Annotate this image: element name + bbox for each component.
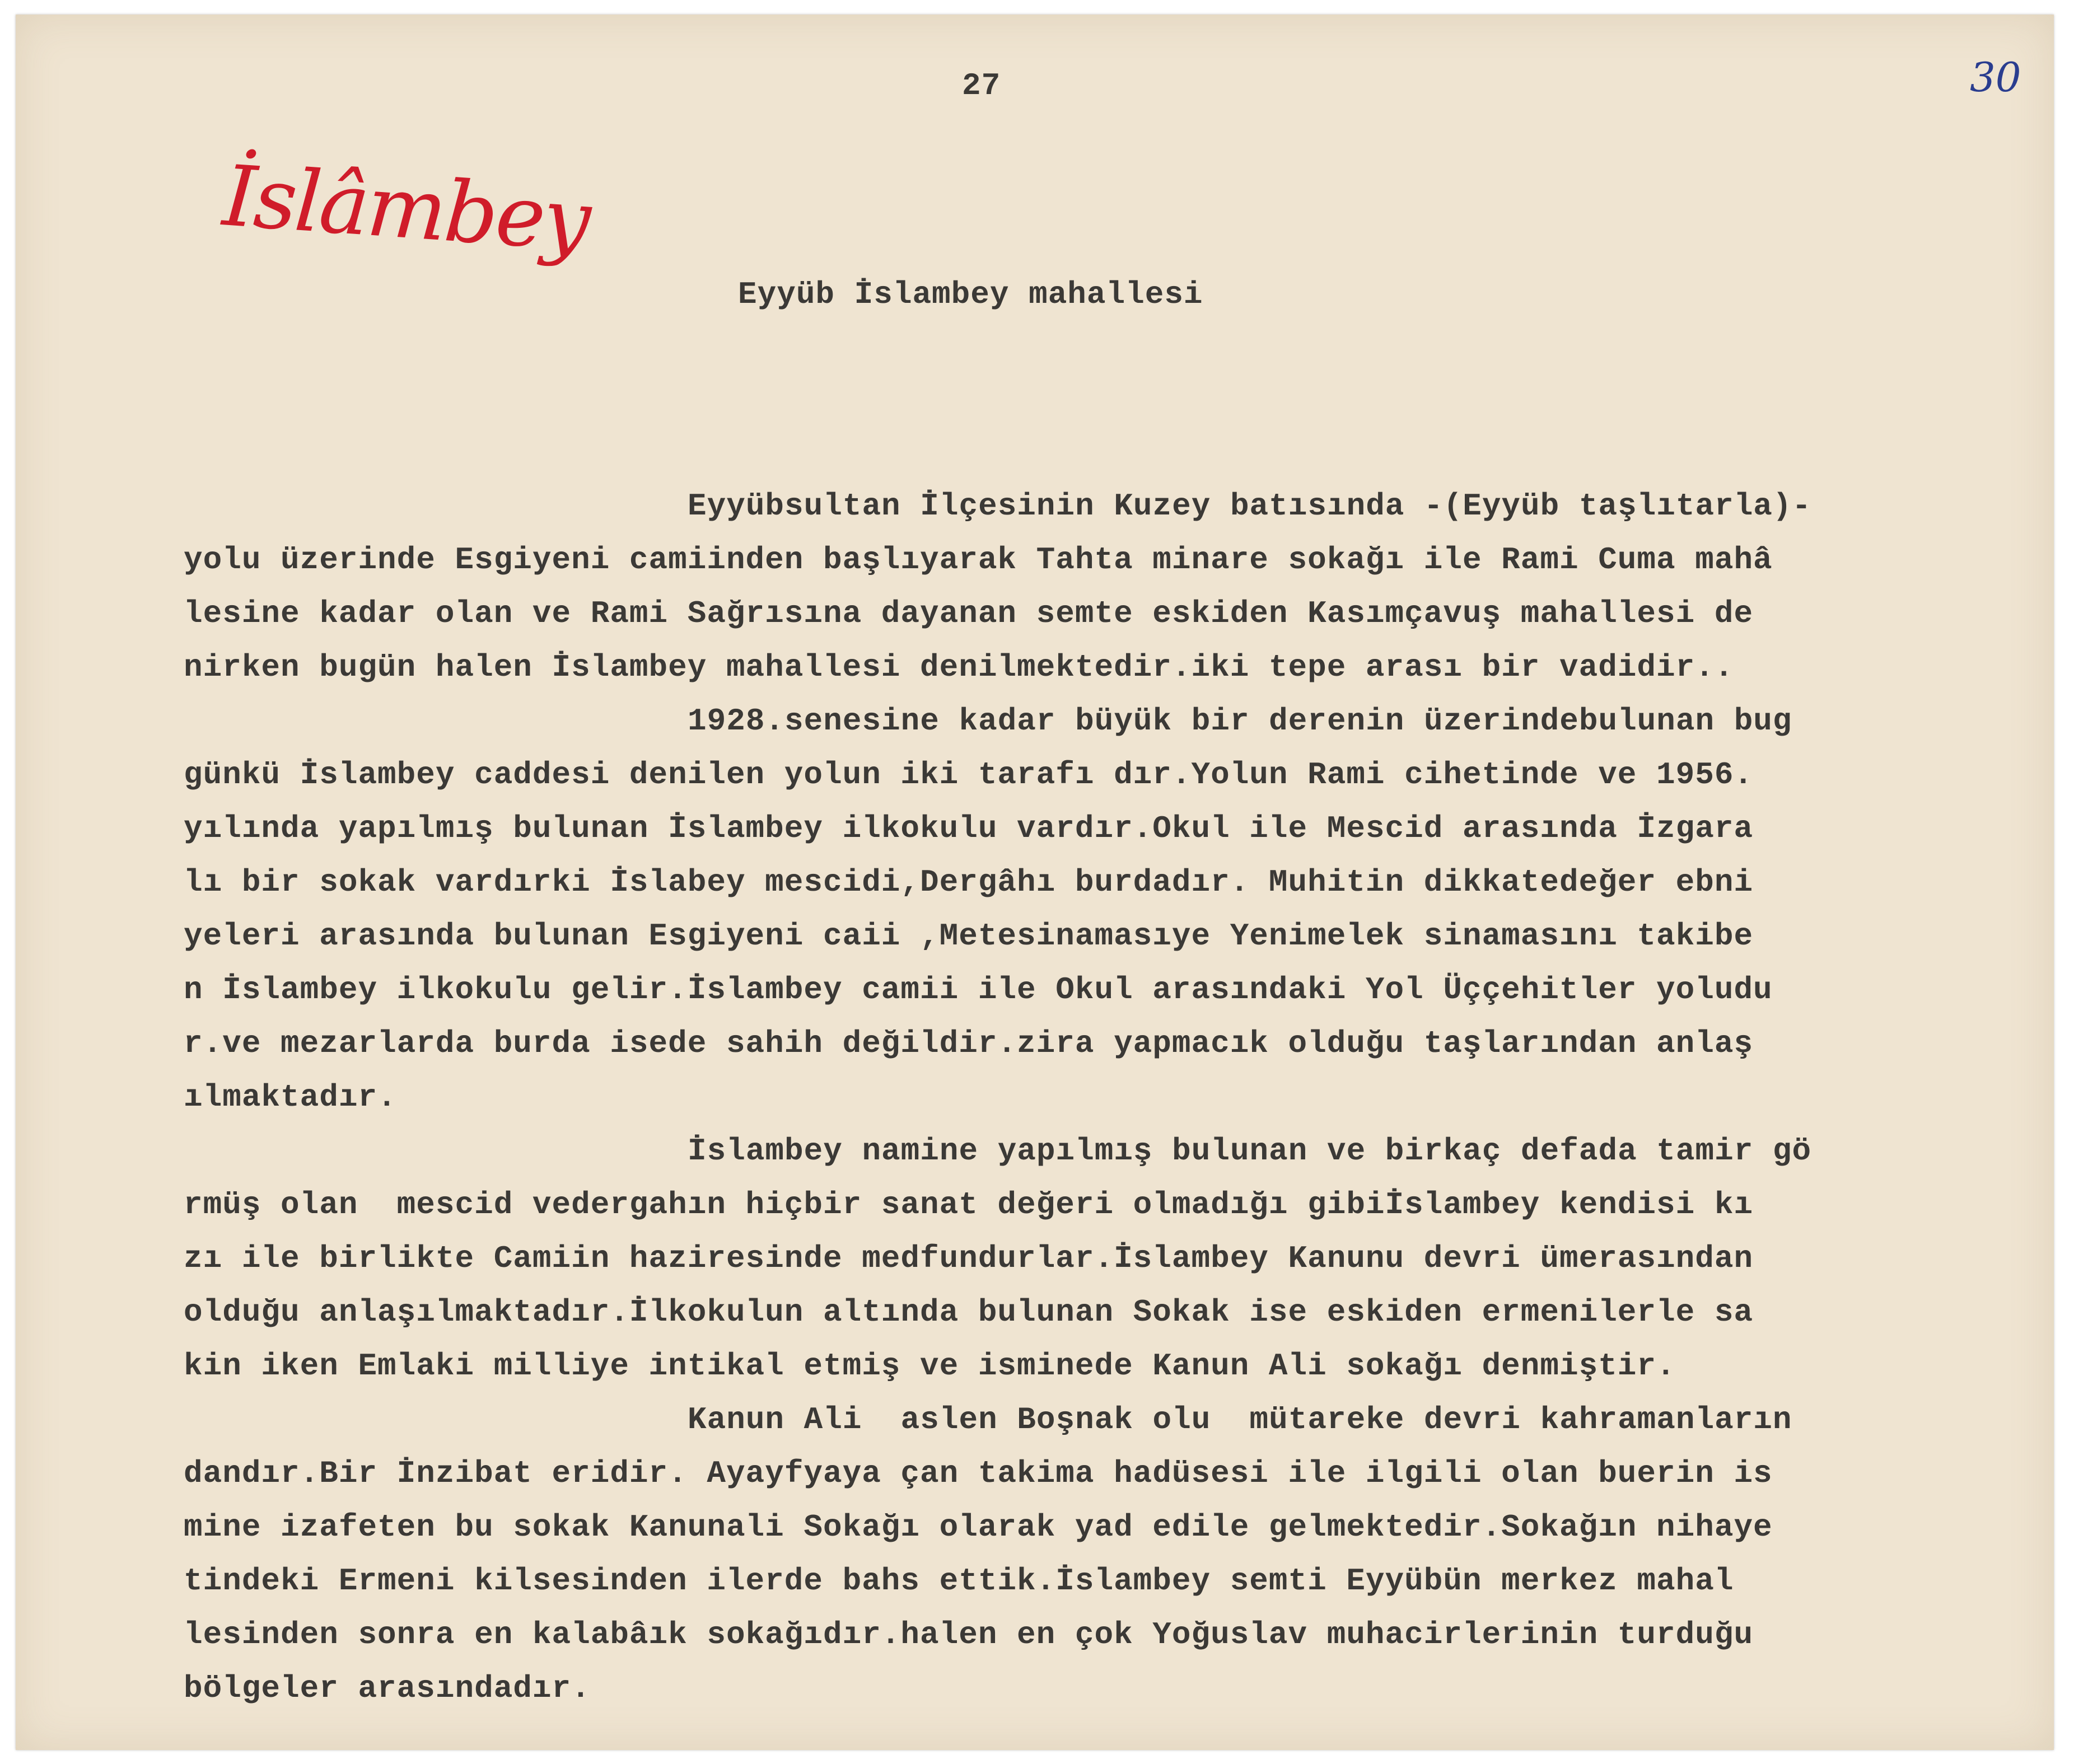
folio-number: 30 (1970, 54, 2021, 101)
text-line: dandır.Bir İnzibat eridir. Ayayfyaya çan takima hadüsesi ile ilgili olan buerin is (184, 1456, 1773, 1491)
text-line: Kanun Ali aslen Boşnak olu mütareke devri kahramanların (688, 1402, 1792, 1438)
text-line: yeleri arasında bulunan Esgiyeni caii ,Metesinamasıye Yenimelek sinamasını takibe (184, 918, 1754, 954)
text-line: bölgeler arasındadır. (184, 1671, 591, 1706)
text-line: lesinden sonra en kalabâık sokağıdır.halen en çok Yoğuslav muhacirlerinin turduğu (184, 1617, 1754, 1653)
text-line: kin iken Emlaki milliye intikal etmiş ve isminede Kanun Ali sokağı denmiştir. (184, 1348, 1676, 1384)
text-line: nirken bugün halen İslambey mahallesi denilmektedir.iki tepe arası bir vadidir.. (184, 649, 1734, 685)
text-line: ılmaktadır. (184, 1079, 397, 1115)
text-line: lesine kadar olan ve Rami Sağrısına dayanan semte eskiden Kasımçavuş mahallesi de (184, 596, 1754, 631)
text-line: tindeki Ermeni kilsesinden ilerde bahs ettik.İslambey semti Eyyübün merkez mahal (184, 1563, 1734, 1599)
text-line: zı ile birlikte Camiin haziresinde medfundurlar.İslambey Kanunu devri ümerasından (184, 1241, 1754, 1276)
page-number: 27 (962, 68, 1001, 104)
text-line: yolu üzerinde Esgiyeni camiinden başlıyarak Tahta minare sokağı ile Rami Cuma mahâ (184, 542, 1773, 578)
text-line: 1928.senesine kadar büyük bir derenin üzerindebulunan bug (688, 703, 1792, 739)
text-line: İslambey namine yapılmış bulunan ve birkaç defada tamir gö (688, 1133, 1812, 1169)
body-text (184, 479, 2003, 1715)
text-line: yılında yapılmış bulunan İslambey ilkokulu vardır.Okul ile Mescid arasında İzgara (184, 811, 1754, 846)
handwritten-annotation: İslâmbey (219, 147, 592, 270)
text-line: Eyyübsultan İlçesinin Kuzey batısında -(Eyyüb taşlıtarla)- (688, 488, 1812, 524)
text-line: n İslambey ilkokulu gelir.İslambey camii ile Okul arasındaki Yol Üççehitler yoludu (184, 972, 1773, 1008)
text-line: olduğu anlaşılmaktadır.İlkokulun altında bulunan Sokak ise eskiden ermenilerle sa (184, 1294, 1754, 1330)
text-line: lı bir sokak vardırki İslabey mescidi,Dergâhı burdadır. Muhitin dikkatedeğer ebni (184, 864, 1754, 900)
text-line: günkü İslambey caddesi denilen yolun iki tarafı dır.Yolun Rami cihetinde ve 1956. (184, 757, 1754, 793)
document-page (16, 15, 2054, 1750)
text-line: rmüş olan mescid vedergahın hiçbir sanat değeri olmadığı gibiİslambey kendisi kı (184, 1187, 1754, 1223)
text-line: mine izafeten bu sokak Kanunali Sokağı olarak yad edile gelmektedir.Sokağın nihaye (184, 1509, 1773, 1545)
document-title: Eyyüb İslambey mahallesi (738, 277, 1203, 312)
text-line: r.ve mezarlarda burda isede sahih değildir.zira yapmacık olduğu taşlarından anlaş (184, 1026, 1754, 1061)
